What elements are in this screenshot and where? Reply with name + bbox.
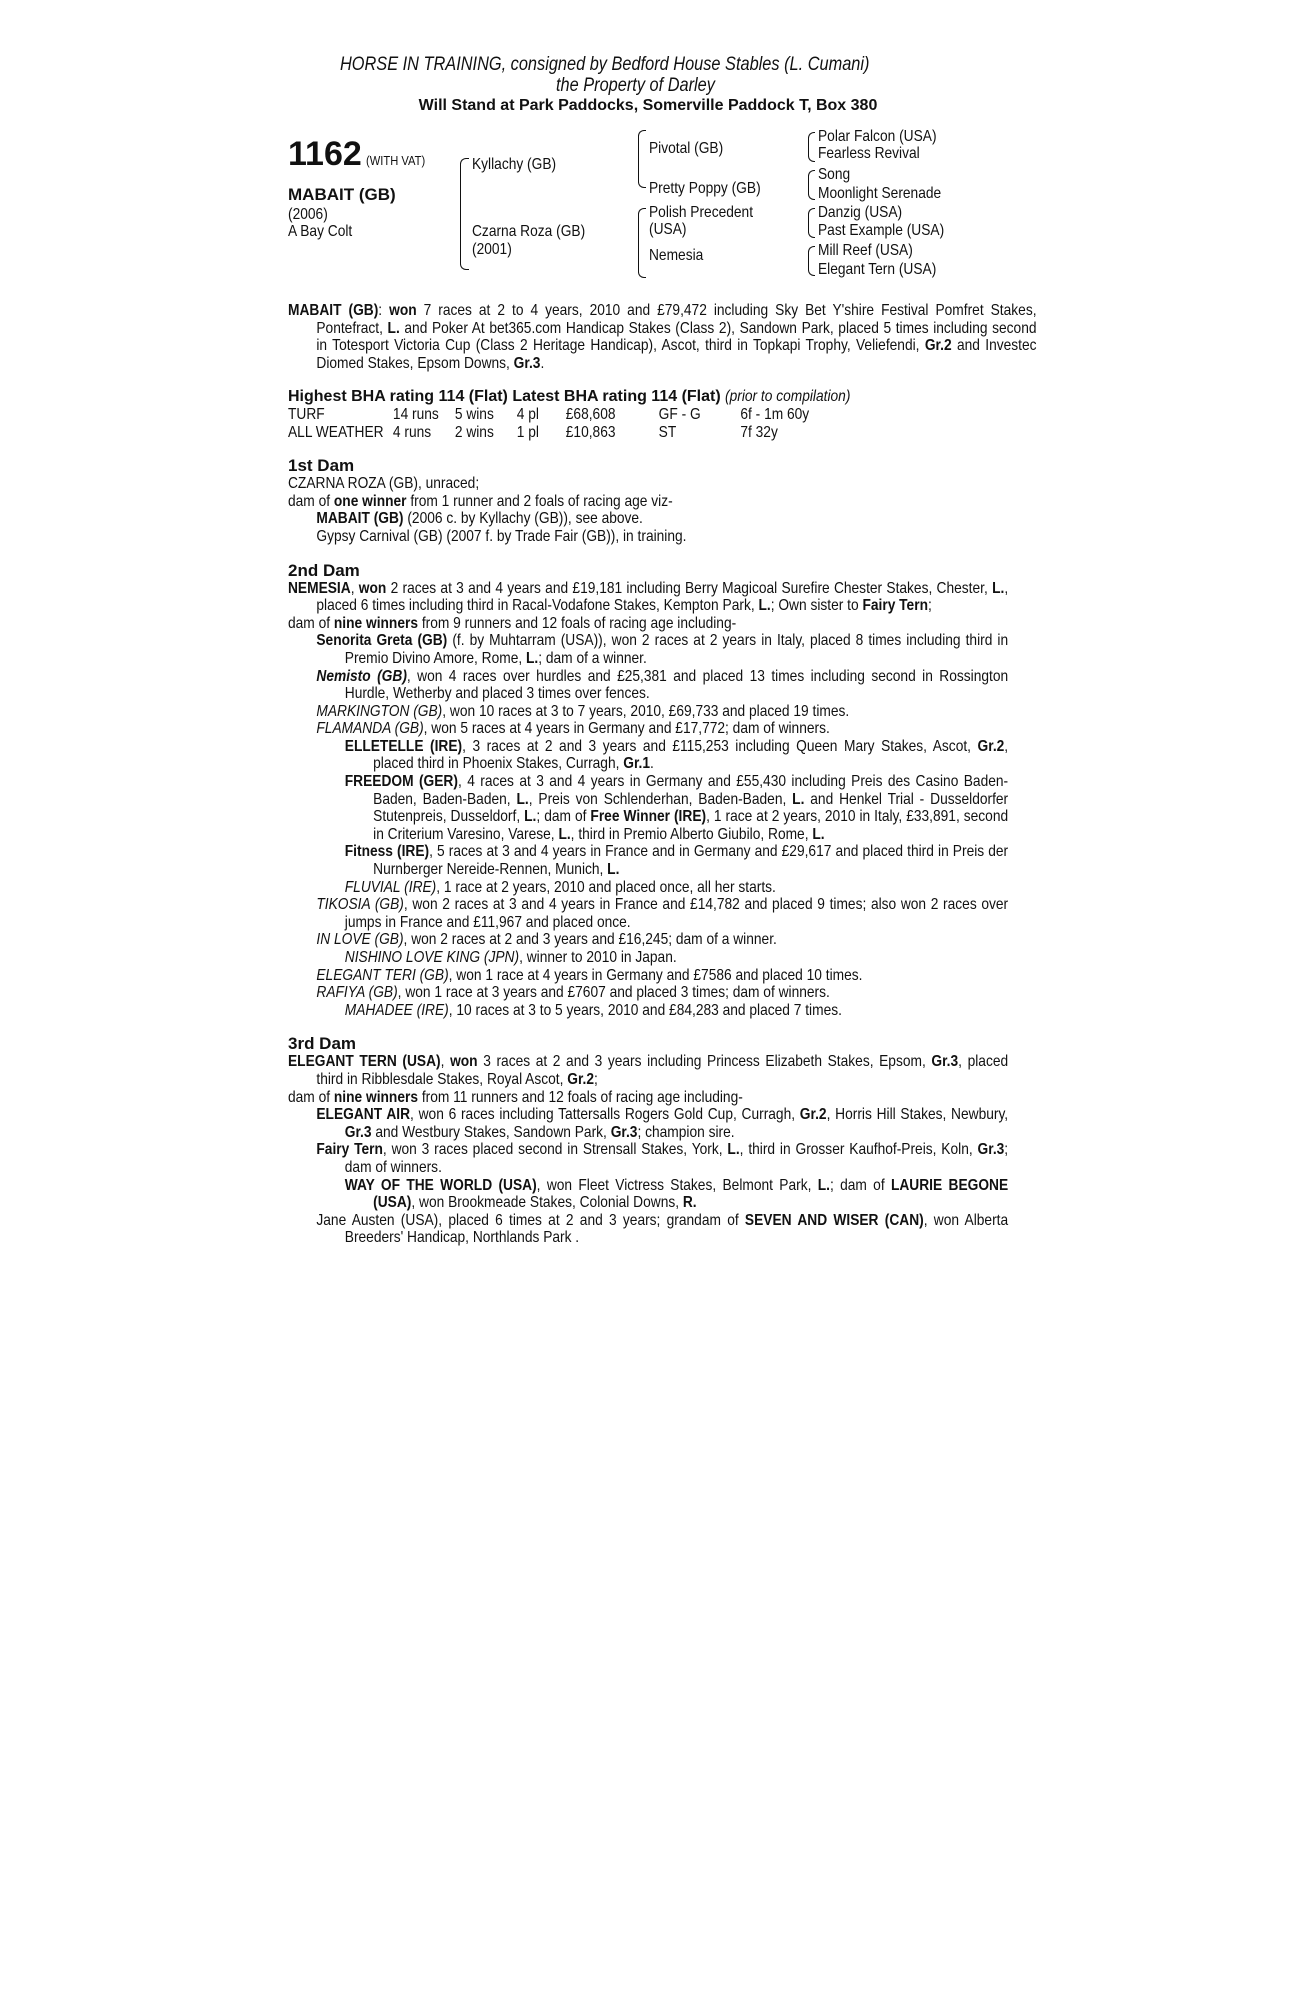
first-dam-body — [288, 475, 1008, 545]
brace-g3-2 — [808, 170, 815, 200]
race-record-text: MABAIT (GB): won 7 races at 2 to 4 years, 2010 and £79,472 including Sky Bet Y'shire Festival Pomfret Stakes, Pontefract, L. and Poker At bet365.com Handicap Stakes (Class 2), Sandown Park, placed 5 times including second in Totesport Victoria Cup (Class 2 Heritage Handicap), Ascot, third in Topkapi Trophy, Veliefendi, Gr.2 and Investec Diomed Stakes, Epsom Downs, Gr.3. — [288, 302, 1037, 372]
pedigree-g3-5: Danzig (USA) — [818, 204, 903, 221]
cell-surface: TURF — [288, 405, 325, 423]
third-dam-record: ELEGANT TERN (USA), won 3 races at 2 and 3 years including Princess Elizabeth Stakes, Epsom, Gr.3, placed third in Ribblesdale Stakes, Royal Ascot, Gr.2; — [288, 1053, 1009, 1088]
brace-gen1 — [460, 158, 469, 270]
pedigree-sire-dam: Pretty Poppy (GB) — [649, 180, 761, 197]
produce-flamanda: FLAMANDA (GB), won 5 races at 4 years in Germany and £17,772; dam of winners. — [316, 720, 830, 738]
produce-freedom: FREEDOM (GER), 4 races at 3 and 4 years in Germany and £55,430 including Preis des Casino Baden-Baden, Baden-Baden, L., Preis von Schlenderhan, Baden-Baden, L. and Henkel Trial - Dusseldorfer Stutenpreis, Dusseldorf, L.; dam of Free Winner (IRE), 1 race at 2 years, 2010 in Italy, £33,891, second in Criterium Varesino, Varese, L., third in Premio Alberto Giubilo, Rome, L. — [344, 773, 1009, 843]
lot-number-block — [288, 136, 435, 172]
pedigree-g3-7: Mill Reef (USA) — [818, 242, 913, 259]
cell-wins: 2 wins — [454, 423, 494, 441]
brace-g3-3 — [808, 208, 815, 238]
produce-elegant-teri: ELEGANT TERI (GB), won 1 race at 4 years in Germany and £7586 and placed 10 times. — [316, 966, 863, 984]
cell-wins: 5 wins — [454, 405, 494, 423]
produce-way-of-the-world: WAY OF THE WORLD (USA), won Fleet Victress Stakes, Belmont Park, L.; dam of LAURIE BEGONE (USA), won Brookmeade Stakes, Colonial Downs, R. — [344, 1176, 1009, 1212]
produce-fitness: Fitness (IRE), 5 races at 3 and 4 years in France and in Germany and £29,617 and placed third in Preis der Nurnberger Nereide-Rennen, Munich, L. — [344, 843, 1009, 879]
first-dam-section — [288, 457, 1008, 545]
horse-name: MABAIT (GB) — [288, 185, 396, 204]
pedigree-table — [288, 126, 1008, 286]
produce-elegant-air: ELEGANT AIR, won 6 races including Tattersalls Rogers Gold Cup, Curragh, Gr.2, Horris Hill Stakes, Newbury, Gr.3 and Westbury Stakes, Sandown Park, Gr.3; champion sire. — [316, 1106, 1009, 1141]
pedigree-g3-3: Song — [818, 166, 851, 183]
produce-fluvial: FLUVIAL (IRE), 1 race at 2 years, 2010 and placed once, all her starts. — [344, 878, 776, 896]
ratings-row-all-weather — [288, 424, 809, 442]
second-dam-produce-line: dam of nine winners from 9 runners and 12 foals of racing age including- — [288, 614, 737, 632]
produce-mahadee: MAHADEE (IRE), 10 races at 3 to 5 years, 2010 and £84,283 and placed 7 times. — [344, 1001, 842, 1019]
produce-tikosia: TIKOSIA (GB), won 2 races at 3 and 4 years in France and £14,782 and placed 9 times; also won 2 races over jumps in France and £11,967 and placed once. — [316, 896, 1009, 931]
cell-going: GF - G — [658, 405, 701, 423]
second-dam-body — [288, 580, 1008, 1020]
third-dam-section — [288, 1035, 1008, 1247]
produce-fairy-tern: Fairy Tern, won 3 races placed second in Strensall Stakes, York, L., third in Grosser Kaufhof-Preis, Koln, Gr.3; dam of winners. — [316, 1141, 1009, 1176]
cell-surface: ALL WEATHER — [288, 423, 384, 441]
pedigree-dam-sire-country: (USA) — [649, 221, 687, 238]
ratings-table — [288, 406, 809, 441]
cell-runs: 4 runs — [392, 423, 432, 441]
cell-placed: 4 pl — [516, 405, 539, 423]
catalogue-page — [288, 54, 1037, 1247]
produce-item-2: Gypsy Carnival (GB) (2007 f. by Trade Fair (GB)), in training. — [316, 527, 687, 545]
second-dam-record: NEMESIA, won 2 races at 3 and 4 years and £19,181 including Berry Magicoal Surefire Chester Stakes, Chester, L., placed 6 times including third in Racal-Vodafone Stakes, Kempton Park, L.; Own sister to Fairy Tern; — [288, 579, 1009, 615]
brace-sire-line — [638, 130, 646, 188]
ratings-row-turf — [288, 406, 809, 424]
brace-g3-1 — [808, 132, 815, 162]
brace-dam-line — [638, 208, 646, 278]
second-dam-section — [288, 562, 1008, 1020]
pedigree-dam-dam: Nemesia — [649, 247, 704, 264]
pedigree-sire: Kyllachy (GB) — [472, 156, 557, 173]
produce-item-1: MABAIT (GB) (2006 c. by Kyllachy (GB)), see above. — [316, 510, 643, 528]
horse-description: A Bay Colt — [288, 223, 353, 240]
produce-nemisto: Nemisto (GB), won 4 races over hurdles and £25,381 and placed 13 times including second in Rossington Hurdle, Wetherby and placed 3 times over fences. — [316, 667, 1009, 703]
produce-nishino-love-king: NISHINO LOVE KING (JPN), winner to 2010 in Japan. — [344, 949, 677, 966]
pedigree-g3-2: Fearless Revival — [818, 145, 920, 162]
second-dam-heading: 2nd Dam — [288, 560, 360, 580]
cell-prize-money: £68,608 — [565, 405, 616, 423]
first-dam-produce-line: dam of one winner from 1 runner and 2 foals of racing age viz- — [288, 492, 673, 510]
cell-runs: 14 runs — [392, 405, 439, 423]
produce-in-love: IN LOVE (GB), won 2 races at 2 and 3 years and £16,245; dam of a winner. — [316, 931, 777, 949]
third-dam-heading: 3rd Dam — [288, 1034, 357, 1054]
cell-distance: 7f 32y — [740, 423, 778, 441]
pedigree-g3-1: Polar Falcon (USA) — [818, 128, 937, 145]
pedigree-dam: Czarna Roza (GB) — [472, 223, 586, 240]
race-record — [288, 302, 1037, 372]
header-location: Will Stand at Park Paddocks, Somerville Paddock T, Box 380 — [418, 97, 878, 114]
produce-senorita-greta: Senorita Greta (GB) (f. by Muhtarram (USA)), won 2 races at 2 years in Italy, placed 8 times including third in Premio Divino Amore, Rome, L.; dam of a winner. — [316, 632, 1009, 667]
first-dam-name-line: CZARNA ROZA (GB), unraced; — [288, 475, 480, 493]
cell-prize-money: £10,863 — [565, 423, 616, 441]
produce-jane-austen: Jane Austen (USA), placed 6 times at 2 and 3 years; grandam of SEVEN AND WISER (CAN), won Alberta Breeders' Handicap, Northlands Park . — [316, 1211, 1009, 1247]
pedigree-g3-6: Past Example (USA) — [818, 222, 945, 239]
header-property: the Property of Darley — [555, 75, 715, 96]
ratings-section — [288, 388, 1008, 441]
header-consignor: HORSE IN TRAINING, consigned by Bedford House Stables (L. Cumani) — [340, 54, 870, 75]
produce-elletelle: ELLETELLE (IRE), 3 races at 2 and 3 years and £115,253 including Queen Mary Stakes, Ascot, Gr.2, placed third in Phoenix Stakes, Curragh, Gr.1. — [344, 737, 1009, 773]
cell-distance: 6f - 1m 60y — [740, 405, 810, 423]
pedigree-g3-8: Elegant Tern (USA) — [818, 261, 937, 278]
third-dam-body — [288, 1053, 1008, 1247]
cell-going: ST — [658, 423, 677, 441]
pedigree-sire-sire: Pivotal (GB) — [649, 140, 724, 157]
ratings-table-wrap — [288, 406, 1008, 441]
produce-markington: MARKINGTON (GB), won 10 races at 3 to 7 years, 2010, £69,733 and placed 19 times. — [316, 702, 850, 720]
brace-g3-4 — [808, 246, 815, 276]
vat-note: (WITH VAT) — [366, 153, 426, 168]
pedigree-dam-year: (2001) — [472, 241, 512, 258]
cell-placed: 1 pl — [516, 423, 539, 441]
ratings-heading: Highest BHA rating 114 (Flat) Latest BHA rating 114 (Flat) (prior to compilation) — [288, 388, 851, 406]
third-dam-produce-line: dam of nine winners from 11 runners and 12 foals of racing age including- — [288, 1088, 743, 1106]
pedigree-g3-4: Moonlight Serenade — [818, 185, 942, 202]
produce-rafiya: RAFIYA (GB), won 1 race at 3 years and £7607 and placed 3 times; dam of winners. — [316, 984, 830, 1002]
horse-year: (2006) — [288, 206, 328, 223]
first-dam-heading: 1st Dam — [288, 456, 355, 476]
pedigree-dam-sire: Polish Precedent — [649, 204, 754, 221]
lot-number: 1162 — [288, 135, 362, 173]
